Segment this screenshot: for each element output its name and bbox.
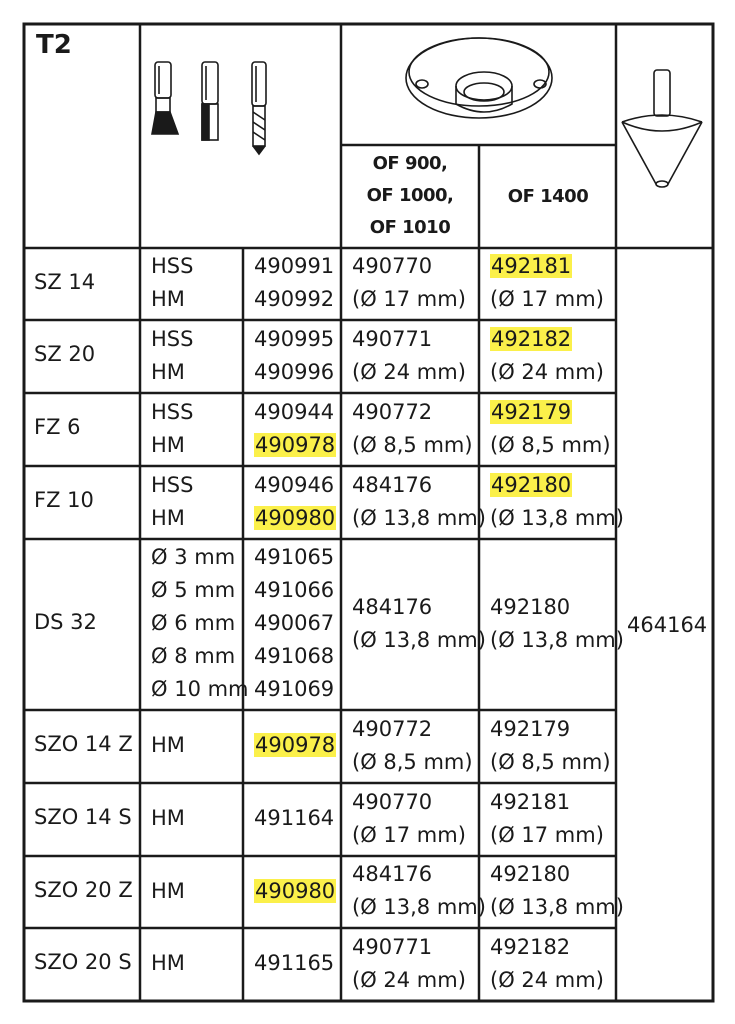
row-article [254, 250, 334, 283]
row-material [151, 947, 185, 980]
row-article-text: 491066 [254, 578, 335, 602]
row-article-text: 490992 [254, 287, 335, 311]
row-material [151, 250, 193, 283]
row-material-text: HM [151, 359, 185, 384]
row-material-text: HM [151, 432, 185, 457]
row-name [34, 728, 133, 761]
row-of900-text: 490770 [352, 789, 433, 814]
row-of1400-text: (Ø 17 mm) [490, 822, 604, 847]
row-material-text: HM [151, 287, 185, 311]
row-article [254, 502, 336, 535]
row-article-text: 491069 [254, 677, 335, 701]
row-of900-text: 490772 [352, 716, 433, 741]
row-name [34, 946, 132, 979]
row-material-text: Ø 3 mm [151, 545, 236, 569]
row-material-text: HSS [151, 254, 194, 278]
row-article [254, 607, 334, 640]
row-of900-text: (Ø 13,8 mm) [352, 627, 486, 652]
row-of1400-text: 492181 [491, 254, 572, 278]
row-article [254, 429, 336, 462]
row-of900-text: (Ø 8,5 mm) [352, 432, 473, 457]
row-material-text: HSS [151, 399, 194, 424]
row-of900 [352, 469, 432, 502]
row-of1400-text: 492182 [491, 326, 572, 351]
row-of900 [352, 250, 432, 283]
row-material [151, 396, 193, 429]
row-name-text: SZO 20 Z [34, 877, 133, 902]
row-material-text: HM [151, 505, 185, 530]
row-of1400-text: 492180 [490, 594, 571, 619]
row-material [151, 875, 185, 908]
row-name [34, 411, 81, 444]
row-material [151, 574, 235, 607]
row-of1400-text: 492179 [490, 716, 571, 741]
row-of1400-text: 492180 [491, 472, 572, 497]
row-material-text: HM [151, 878, 185, 903]
row-of900 [352, 323, 432, 356]
row-of900 [352, 624, 486, 657]
row-of1400-text: (Ø 24 mm) [490, 967, 604, 992]
header-of-1400: OF 1400 [507, 186, 589, 207]
row-material [151, 502, 185, 535]
row-of900 [352, 819, 466, 852]
row-article-text: 490996 [254, 359, 335, 384]
row-of1400 [490, 283, 604, 316]
row-of900-text: 484176 [352, 594, 433, 619]
row-material [151, 729, 185, 762]
row-material [151, 607, 235, 640]
row-of1400-text: 492180 [490, 862, 571, 886]
row-of900 [352, 502, 486, 535]
router-base-plate-icon [406, 38, 552, 118]
row-of900 [352, 429, 473, 462]
row-of1400 [490, 858, 570, 891]
row-of1400 [490, 931, 570, 964]
row-material-text: Ø 8 mm [151, 644, 236, 668]
row-of1400 [490, 624, 624, 657]
row-article-text: 490978 [255, 733, 336, 757]
row-name [34, 801, 132, 834]
row-name-text: FZ 6 [34, 415, 81, 439]
row-of1400-text: (Ø 13,8 mm) [490, 895, 624, 919]
row-material [151, 429, 185, 462]
row-of900-text: (Ø 24 mm) [352, 359, 466, 384]
header-of1-line: OF 900, [372, 153, 448, 174]
row-article [254, 947, 334, 980]
row-of1400-text: (Ø 24 mm) [490, 359, 604, 384]
row-material-text: HM [151, 951, 185, 975]
row-material [151, 802, 185, 835]
row-article [254, 283, 334, 316]
row-of900-text: (Ø 8,5 mm) [352, 749, 473, 774]
row-article [254, 396, 334, 429]
row-of900-text: 490771 [352, 934, 433, 959]
row-of900 [352, 746, 473, 779]
row-of900-text: 490771 [352, 326, 433, 351]
row-article [254, 356, 334, 389]
header-of1-line: OF 1000, [366, 185, 454, 206]
header-of1-line: OF 1010 [369, 217, 451, 238]
row-material-text: HSS [151, 472, 194, 497]
row-article [254, 802, 334, 835]
row-name-text: SZO 14 Z [34, 732, 133, 756]
row-of1400 [490, 786, 570, 819]
table-corner-label: T2 [36, 30, 72, 60]
row-of900-text: 484176 [352, 862, 433, 886]
row-name [34, 266, 95, 299]
row-article-text: 490980 [255, 878, 336, 903]
row-name [34, 606, 97, 639]
row-of1400 [490, 591, 570, 624]
row-article [254, 875, 336, 908]
row-of900-text: (Ø 13,8 mm) [352, 895, 486, 919]
row-of1400-text: (Ø 17 mm) [490, 287, 604, 311]
row-of1400 [490, 356, 604, 389]
row-of900 [352, 713, 432, 746]
row-article-text: 490980 [255, 505, 336, 530]
row-of1400 [490, 502, 624, 535]
row-of900-text: 490772 [352, 399, 433, 424]
row-article-text: 490978 [255, 432, 336, 457]
row-of1400 [490, 396, 572, 429]
row-of1400 [490, 250, 572, 283]
row-of900 [352, 891, 486, 924]
row-name-text: SZ 14 [34, 269, 96, 294]
row-of1400-text: (Ø 8,5 mm) [490, 749, 611, 774]
row-of1400 [490, 713, 570, 746]
row-name-text: FZ 10 [34, 488, 94, 512]
row-of900-text: 490770 [352, 254, 433, 278]
row-of1400 [490, 746, 611, 779]
row-of1400 [490, 891, 624, 924]
row-article-text: 491164 [254, 806, 335, 830]
row-article [254, 574, 334, 607]
row-of1400-text: 492179 [491, 399, 572, 424]
header-of-900-1000-1010 [345, 148, 475, 244]
row-of900-text: (Ø 24 mm) [352, 967, 466, 992]
row-of900 [352, 356, 466, 389]
row-material-text: HM [151, 806, 185, 830]
row-of900-text: (Ø 13,8 mm) [352, 505, 486, 530]
row-article [254, 673, 334, 706]
row-name [34, 484, 94, 517]
row-material-text: Ø 6 mm [151, 611, 236, 635]
row-material [151, 323, 193, 356]
row-of1400 [490, 819, 604, 852]
row-of900-text: (Ø 17 mm) [352, 287, 466, 311]
row-article-text: 490995 [254, 326, 335, 351]
row-material [151, 469, 193, 502]
row-article [254, 541, 334, 574]
cone-centering-pin-icon [622, 70, 702, 187]
row-article-text: 490946 [254, 472, 335, 497]
row-of900 [352, 786, 432, 819]
row-of900-text: (Ø 17 mm) [352, 822, 466, 847]
row-name-text: SZO 14 S [34, 805, 132, 829]
row-article-text: 490944 [254, 399, 335, 424]
row-article-text: 491068 [254, 644, 335, 668]
row-material [151, 356, 185, 389]
row-article [254, 323, 334, 356]
row-article [254, 729, 336, 762]
row-article-text: 490067 [254, 611, 335, 635]
row-material-text: Ø 10 mm [151, 677, 249, 701]
row-of900-text: 484176 [352, 472, 433, 497]
row-material [151, 673, 249, 706]
row-name-text: SZ 20 [34, 342, 96, 366]
row-name [34, 338, 95, 371]
row-name [34, 874, 133, 907]
row-of900 [352, 858, 432, 891]
row-material [151, 640, 235, 673]
row-of1400-text: (Ø 8,5 mm) [490, 432, 611, 457]
row-of900 [352, 964, 466, 997]
row-article [254, 469, 334, 502]
row-of1400 [490, 429, 611, 462]
row-article-text: 491065 [254, 545, 335, 569]
row-of1400-text: 492182 [490, 934, 571, 959]
row-of1400 [490, 323, 572, 356]
row-material-text: HM [151, 733, 185, 757]
row-article-text: 490991 [254, 254, 335, 278]
row-material [151, 541, 235, 574]
row-of900 [352, 396, 432, 429]
row-name-text: DS 32 [34, 610, 97, 634]
row-of900 [352, 931, 432, 964]
row-of1400-text: (Ø 13,8 mm) [490, 505, 624, 530]
row-article [254, 640, 334, 673]
row-of900 [352, 283, 466, 316]
row-name-text: SZO 20 S [34, 950, 132, 974]
row-material-text: Ø 5 mm [151, 578, 236, 602]
row-of1400 [490, 469, 572, 502]
row-of1400-text: (Ø 13,8 mm) [490, 627, 624, 652]
row-of1400 [490, 964, 604, 997]
row-material-text: HSS [151, 326, 194, 351]
row-material [151, 283, 185, 316]
router-bits-icon [152, 62, 266, 154]
row-of1400-text: 492181 [490, 789, 571, 814]
common-value: 464164 [627, 613, 708, 637]
row-article-text: 491165 [254, 951, 335, 975]
row-of900 [352, 591, 432, 624]
